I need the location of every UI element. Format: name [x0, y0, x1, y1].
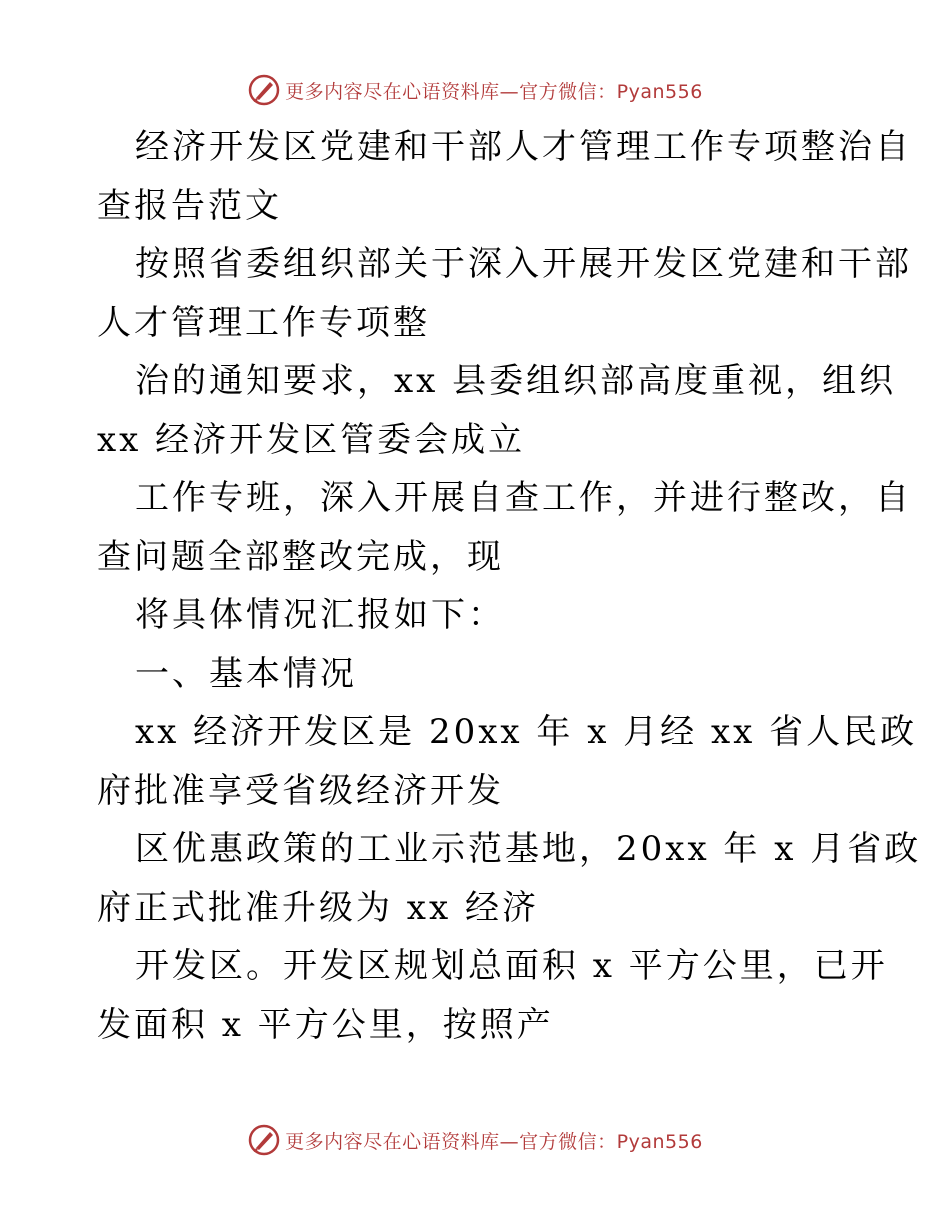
footer-watermark [0, 1120, 950, 1160]
pen-quill-logo-icon [247, 73, 281, 107]
document-line: xx 经济开发区管委会成立 [97, 419, 526, 460]
document-line: 工作专班，深入开展自查工作，并进行整改，自 [135, 478, 912, 518]
pen-quill-logo-icon [247, 1123, 281, 1157]
document-line: 开发区。开发区规划总面积 x 平方公里，已开 [135, 946, 888, 986]
document-line: 查报告范文 [97, 185, 282, 226]
document-line: xx 经济开发区是 20xx 年 x 月经 xx 省人民政 [135, 712, 918, 752]
document-line: 府正式批准升级为 xx 经济 [97, 887, 539, 928]
document-line: 府批准享受省级经济开发 [97, 770, 504, 811]
document-line: 查问题全部整改完成，现 [97, 536, 504, 577]
header-watermark-text: 更多内容尽在心语资料库—官方微信：Pyan556 [285, 80, 703, 103]
document-line: 按照省委组织部关于深入开展开发区党建和干部 [135, 244, 912, 284]
document-line: 人才管理工作专项整 [97, 302, 430, 343]
document-line: 区优惠政策的工业示范基地，20xx 年 x 月省政 [135, 829, 922, 869]
document-line: 治的通知要求，xx 县委组织部高度重视，组织 [135, 361, 897, 401]
document-line: 一、基本情况 [135, 653, 357, 694]
footer-watermark-text: 更多内容尽在心语资料库—官方微信：Pyan556 [285, 1130, 703, 1153]
document-body [97, 118, 922, 1054]
document-line: 发面积 x 平方公里，按照产 [97, 1004, 554, 1045]
header-watermark [0, 70, 950, 110]
document-line: 经济开发区党建和干部人才管理工作专项整治自 [135, 127, 912, 167]
document-line: 将具体情况汇报如下： [135, 595, 505, 635]
